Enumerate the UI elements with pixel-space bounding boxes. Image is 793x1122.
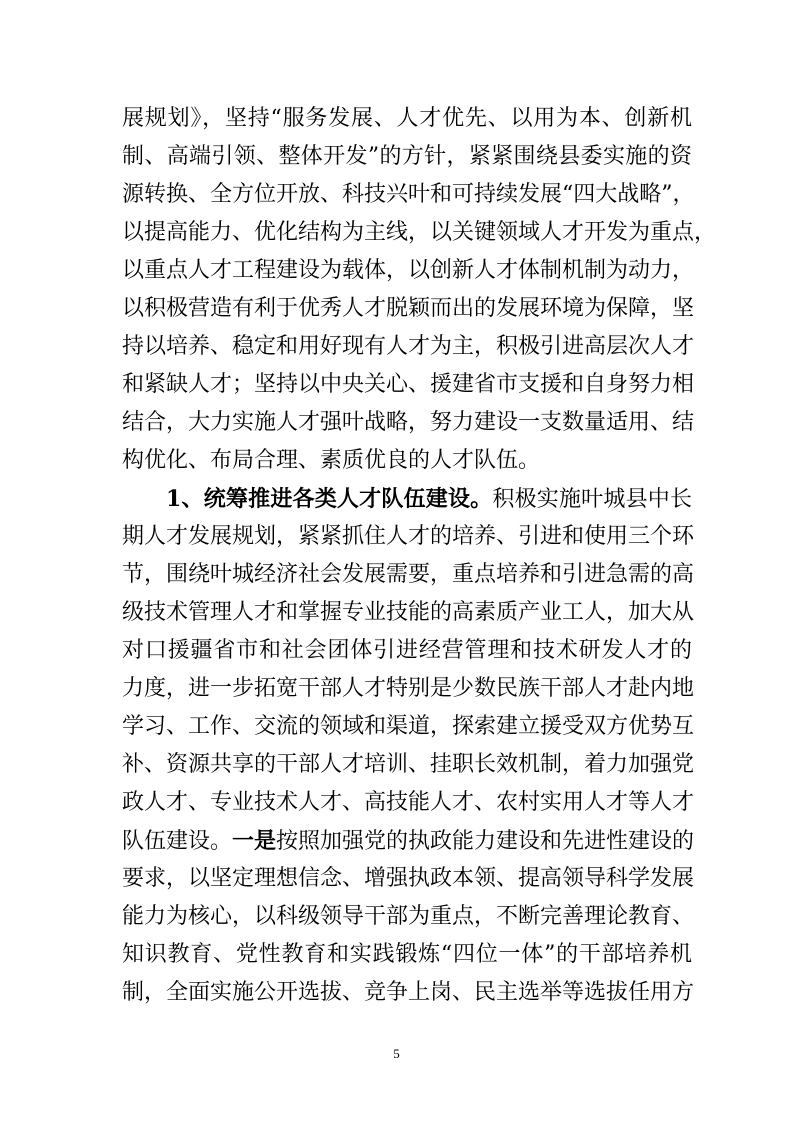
text-run: 按照加强党的执政能力建设和先进性建设的 [276, 829, 695, 854]
text-line: 源转换、全方位开放、科技兴叶和可持续发展“四大战略”， [122, 182, 695, 207]
text-line: 级技术管理人才和掌握专业技能的高素质产业工人，加大从 [122, 600, 695, 625]
text-line: 能力为核心，以科级领导干部为重点，不断完善理论教育、 [122, 904, 695, 929]
text-line: 补、资源共享的干部人才培训、挂职长效机制，着力加强党 [122, 752, 695, 777]
text-line: 知识教育、党性教育和实践锻炼“四位一体”的干部培养机 [122, 942, 692, 967]
text-line: 展规划》，坚持“服务发展、人才优先、以用为本、创新机 [122, 106, 692, 131]
text-line [122, 822, 695, 860]
text-line: 和紧缺人才；坚持以中央关心、援建省市支援和自身努力相 [122, 372, 695, 397]
text-line: 期人才发展规划，紧紧抓住人才的培养、引进和使用三个环 [122, 524, 695, 549]
page-number: 5 [393, 1046, 400, 1061]
section-heading: 1、统筹推进各类人才队伍建设。 [166, 486, 493, 512]
text-run: 队伍建设。 [122, 829, 233, 854]
text-line: 节，围绕叶城经济社会发展需要，重点培养和引进急需的高 [122, 562, 695, 587]
text-line: 对口援疆省市和社会团体引进经营管理和技术研发人才的 [122, 638, 692, 663]
text-line: 制，全面实施公开选拔、竞争上岗、民主选举等选拔任用方 [122, 980, 695, 1005]
text-line: 以重点人才工程建设为载体，以创新人才体制机制为动力， [122, 258, 695, 283]
text-line: 以积极营造有利于优秀人才脱颖而出的发展环境为保障，坚 [122, 296, 695, 321]
emphasis-text: 一是 [232, 828, 277, 854]
text-line: 力度，进一步拓宽干部人才特别是少数民族干部人才赴内地 [122, 676, 695, 701]
text-run: 积极实施叶城县中长 [492, 487, 692, 512]
section-heading-line [122, 480, 692, 518]
text-run [122, 829, 276, 854]
text-line: 构优化、布局合理、素质优良的人才队伍。 [122, 448, 541, 473]
text-line: 持以培养、稳定和用好现有人才为主，积极引进高层次人才 [122, 334, 695, 359]
text-line: 学习、工作、交流的领域和渠道，探索建立援受双方优势互 [122, 714, 695, 739]
body-text [122, 100, 717, 1012]
text-line: 政人才、专业技术人才、高技能人才、农村实用人才等人才 [122, 790, 695, 815]
text-line: 以提高能力、优化结构为主线，以关键领域人才开发为重点， [122, 220, 717, 245]
text-line: 制、高端引领、整体开发”的方针，紧紧围绕县委实施的资 [122, 144, 692, 169]
text-line: 要求，以坚定理想信念、增强执政本领、提高领导科学发展 [122, 866, 695, 891]
text-line: 结合，大力实施人才强叶战略，努力建设一支数量适用、结 [122, 410, 695, 435]
